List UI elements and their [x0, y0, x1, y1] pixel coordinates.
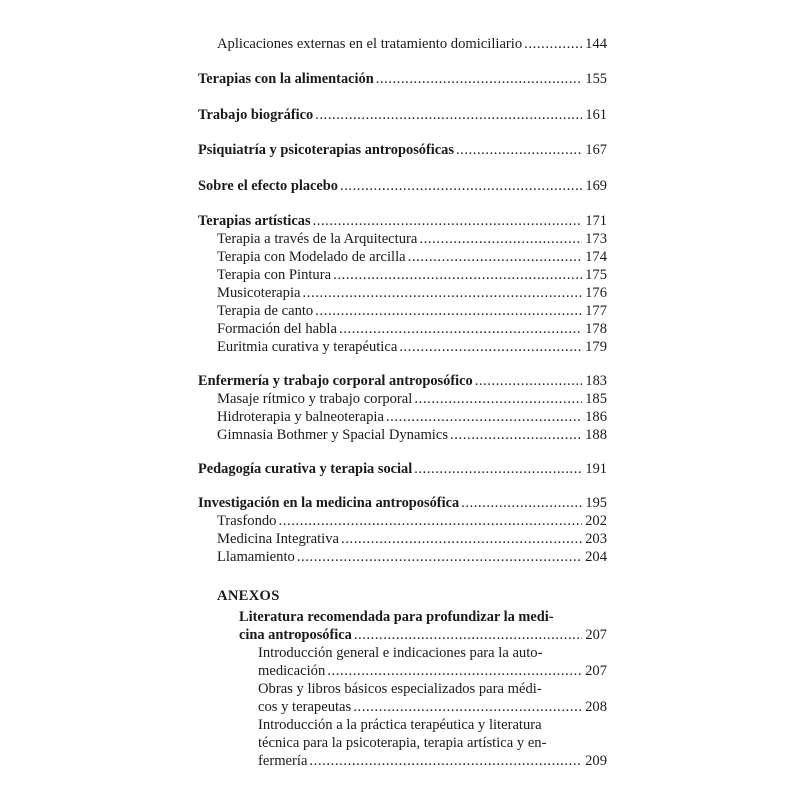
toc-entry-page: 174	[585, 249, 607, 265]
toc-entry-title: Terapias artísticas	[198, 213, 311, 229]
dot-leader	[450, 426, 582, 444]
dot-leader	[456, 141, 582, 159]
toc-entry-page: 186	[585, 409, 607, 425]
toc-entry-title: Llamamiento	[217, 549, 295, 565]
toc-entry[interactable]	[198, 177, 607, 195]
dot-leader	[524, 35, 582, 53]
anexos-subentry-line[interactable]: Introducción a la práctica terapéutica y literatura	[258, 717, 542, 733]
anexos-subentry-line[interactable]: Introducción general e indicaciones para la auto-	[258, 645, 543, 661]
dot-leader	[376, 70, 583, 88]
dot-leader	[419, 230, 582, 248]
toc-entry-page: 171	[585, 213, 607, 229]
toc-entry-page: 177	[585, 303, 607, 319]
toc-entry-page: 185	[585, 391, 607, 407]
toc-entry-title: Enfermería y trabajo corporal antroposófico	[198, 373, 473, 389]
dot-leader	[302, 284, 582, 302]
toc-entry-page: 183	[585, 373, 607, 389]
toc-entry-page: 175	[585, 267, 607, 283]
dot-leader	[414, 460, 582, 478]
toc-entry-page: 195	[585, 495, 607, 511]
toc-subentry[interactable]	[217, 530, 607, 548]
dot-leader	[353, 698, 582, 716]
toc-subentry[interactable]	[217, 284, 607, 302]
dot-leader	[354, 626, 583, 644]
toc-entry-title: fermería	[258, 753, 308, 769]
toc-entry-page: 176	[585, 285, 607, 301]
dot-leader	[339, 320, 582, 338]
toc-subentry[interactable]	[217, 266, 607, 284]
dot-leader	[313, 212, 583, 230]
toc-entry-page: 191	[585, 461, 607, 477]
dot-leader	[408, 248, 583, 266]
toc-entry-title: Medicina Integrativa	[217, 531, 339, 547]
dot-leader	[315, 106, 582, 124]
toc-subentry[interactable]	[217, 390, 607, 408]
toc-entry-title: Terapia a través de la Arquitectura	[217, 231, 418, 247]
anexos-subentry-line[interactable]: Obras y libros básicos especializados para médi-	[258, 681, 542, 697]
toc-entry-title: Sobre el efecto placebo	[198, 178, 339, 194]
toc-entry[interactable]	[198, 494, 607, 512]
toc-entry[interactable]	[198, 212, 607, 230]
toc-entry-page: 202	[585, 513, 607, 529]
toc-entry-title: Trasfondo	[217, 513, 277, 529]
toc-entry-page: 207	[585, 627, 607, 643]
toc-entry-title: Hidroterapia y balneoterapia	[217, 409, 384, 425]
toc-entry-title: medicación	[258, 663, 326, 679]
anexos-subentry-line[interactable]: técnica para la psicoterapia, terapia artística y en-	[258, 735, 547, 751]
dot-leader	[309, 752, 582, 770]
toc-entry-title: Trabajo biográfico	[198, 107, 314, 123]
toc-entry-title: Terapia con Modelado de arcilla	[217, 249, 406, 265]
dot-leader	[341, 530, 582, 548]
dot-leader	[333, 266, 582, 284]
toc-entry-title: Euritmia curativa y terapéutica	[217, 339, 398, 355]
toc-entry-title: Formación del habla	[217, 321, 337, 337]
toc-entry-page: 204	[585, 549, 607, 565]
toc-entry-title: Masaje rítmico y trabajo corporal	[217, 391, 413, 407]
toc-entry-page: 203	[585, 531, 607, 547]
dot-leader	[399, 338, 582, 356]
toc-entry-title: Musicoterapia	[217, 285, 301, 301]
dot-leader	[340, 177, 582, 195]
toc-entry-title: Terapia con Pintura	[217, 267, 332, 283]
toc-entry-title: Gimnasia Bothmer y Spacial Dynamics	[217, 427, 449, 443]
anexos-subentry[interactable]	[258, 698, 607, 716]
toc-entry-title: Terapia de canto	[217, 303, 314, 319]
toc-entry-page: 207	[585, 663, 607, 679]
toc-entry-page: 144	[585, 36, 607, 52]
toc-entry-title: Pedagogía curativa y terapia social	[198, 461, 413, 477]
dot-leader	[327, 662, 582, 680]
toc-entry-title: Psiquiatría y psicoterapias antroposóficas	[198, 142, 454, 158]
toc-subentry[interactable]	[217, 248, 607, 266]
toc-entry-page: 167	[585, 142, 607, 158]
toc-entry-title: cina antroposófica	[239, 627, 352, 643]
dot-leader	[461, 494, 582, 512]
toc-subentry[interactable]	[217, 320, 607, 338]
dot-leader	[297, 548, 582, 566]
toc-entry-title: cos y terapeutas	[258, 699, 352, 715]
dot-leader	[278, 512, 582, 530]
toc-subentry[interactable]	[217, 512, 607, 530]
toc-subentry[interactable]	[217, 302, 607, 320]
toc-subentry[interactable]	[217, 426, 607, 444]
dot-leader	[414, 390, 582, 408]
dot-leader	[475, 372, 583, 390]
toc-entry[interactable]	[198, 141, 607, 159]
anexos-heading: ANEXOS	[217, 588, 280, 604]
toc-entry-page: 161	[585, 107, 607, 123]
toc-entry-page: 178	[585, 321, 607, 337]
toc-entry-page: 169	[585, 178, 607, 194]
toc-entry[interactable]	[198, 460, 607, 478]
toc-entry-page: 155	[585, 71, 607, 87]
toc-entry[interactable]	[198, 70, 607, 88]
dot-leader	[315, 302, 582, 320]
toc-entry[interactable]	[217, 35, 607, 53]
toc-entry-title: Terapias con la alimentación	[198, 71, 374, 87]
toc-subentry[interactable]	[217, 408, 607, 426]
toc-entry[interactable]	[198, 106, 607, 124]
toc-entry[interactable]	[198, 372, 607, 390]
toc-entry-page: 179	[585, 339, 607, 355]
toc-entry-title: Investigación en la medicina antroposófica	[198, 495, 460, 511]
toc-subentry[interactable]	[217, 548, 607, 566]
anexos-subentry[interactable]	[258, 752, 607, 770]
dot-leader	[386, 408, 582, 426]
toc-subentry[interactable]	[217, 338, 607, 356]
toc-entry-page: 209	[585, 753, 607, 769]
anexos-entry-line[interactable]: Literatura recomendada para profundizar la medi-	[239, 609, 554, 625]
anexos-subentry[interactable]	[258, 662, 607, 680]
toc-entry-page: 188	[585, 427, 607, 443]
toc-entry-title: Aplicaciones externas en el tratamiento domiciliario	[217, 36, 523, 52]
toc-entry-page: 173	[585, 231, 607, 247]
toc-subentry[interactable]	[217, 230, 607, 248]
toc-entry-page: 208	[585, 699, 607, 715]
anexos-entry[interactable]	[239, 626, 607, 644]
